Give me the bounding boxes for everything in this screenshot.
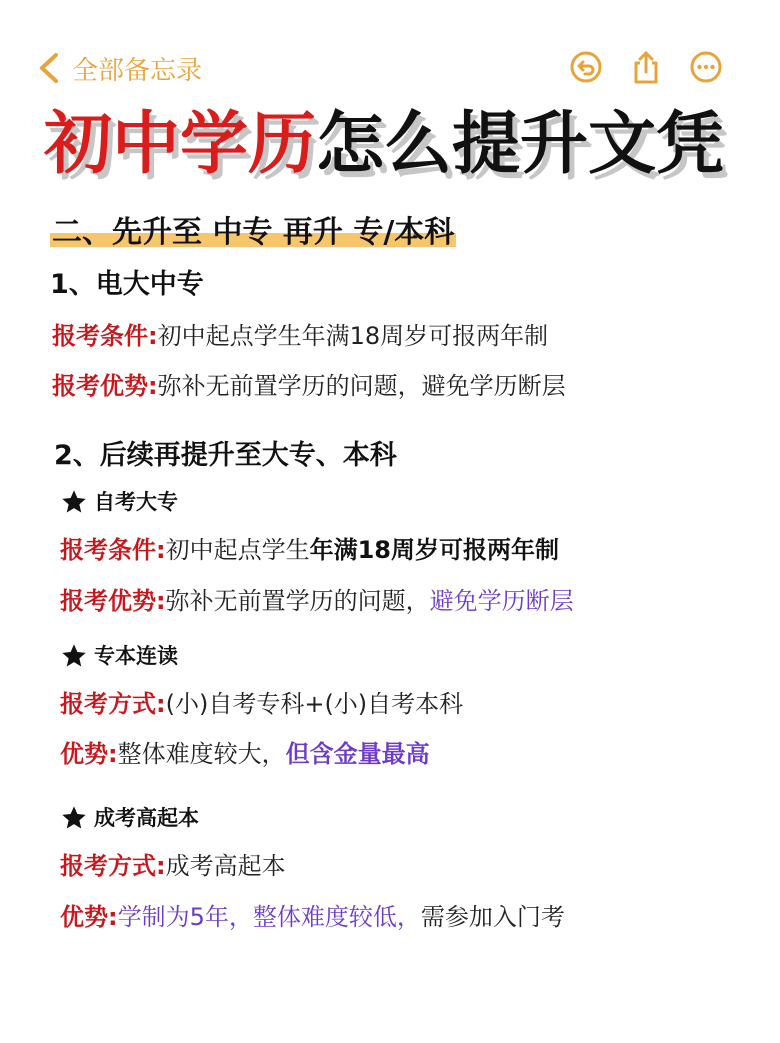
- back-button[interactable]: [36, 48, 202, 88]
- star-icon: [60, 488, 88, 516]
- page-title: [44, 100, 764, 190]
- zikao-condition-text-b: 年满18周岁可报两年制: [309, 536, 560, 564]
- chengkao-method: [60, 846, 286, 886]
- zikao-condition-label: 报考条件:: [60, 536, 166, 564]
- part1-advantage-text: 弥补无前置学历的问题，避免学历断层: [157, 372, 566, 400]
- zikao-title-row: [60, 482, 178, 522]
- chengkao-advantage: [60, 897, 565, 937]
- chengkao-method-text: 成考高起本: [165, 852, 286, 880]
- undo-icon: [569, 50, 603, 84]
- part1-advantage-label: 报考优势:: [52, 372, 158, 400]
- more-button[interactable]: [688, 48, 724, 86]
- zikao-advantage-label: 报考优势:: [60, 587, 166, 615]
- share-icon: [629, 50, 663, 84]
- zhuanben-advantage-text-a: 整体难度较大，: [117, 740, 286, 768]
- zhuanben-method-text: (小)自考专科+(小)自考本科: [165, 690, 464, 718]
- chevron-left-icon: [36, 51, 62, 85]
- chengkao-title-row: [60, 798, 199, 838]
- undo-button[interactable]: [568, 48, 604, 86]
- part1-condition: [52, 316, 548, 356]
- part1-heading: 1、电大中专: [50, 269, 204, 300]
- part1-condition-label: 报考条件:: [52, 322, 158, 350]
- chengkao-title: 成考高起本: [94, 806, 199, 830]
- part1-advantage: [52, 366, 566, 406]
- zhuanben-method: [60, 684, 463, 724]
- chengkao-advantage-text-a: 学制为5年，整体难度较低，: [117, 903, 421, 931]
- zhuanben-title: 专本连读: [94, 644, 178, 668]
- share-button[interactable]: [628, 48, 664, 86]
- zhuanben-advantage-text-b: 但含金量最高: [285, 740, 430, 768]
- zikao-condition-text-a: 初中起点学生: [165, 536, 310, 564]
- zhuanben-method-label: 报考方式:: [60, 690, 166, 718]
- more-icon: [689, 50, 723, 84]
- zikao-advantage-text-a: 弥补无前置学历的问题，: [165, 587, 430, 615]
- title-black-part: 怎么提升文凭: [316, 105, 725, 184]
- zikao-advantage: [60, 581, 574, 621]
- chengkao-advantage-label: 优势:: [60, 903, 118, 931]
- zhuanben-title-row: [60, 636, 178, 676]
- toolbar-icons: [568, 48, 724, 86]
- section-heading: [50, 210, 456, 256]
- star-icon: [60, 642, 88, 670]
- zikao-advantage-text-b: 避免学历断层: [429, 587, 574, 615]
- title-red-part: 初中学历: [44, 105, 317, 184]
- zhuanben-advantage-label: 优势:: [60, 740, 118, 768]
- section-heading-text: 二、先升至 中专 再升 专/本科: [52, 215, 455, 250]
- chengkao-method-label: 报考方式:: [60, 852, 166, 880]
- zikao-title: 自考大专: [94, 490, 178, 514]
- back-label: 全部备忘录: [72, 55, 203, 86]
- zikao-condition: [60, 530, 559, 570]
- chengkao-advantage-text-b: 需参加入门考: [420, 903, 565, 931]
- zhuanben-advantage: [60, 734, 430, 774]
- part1-condition-text: 初中起点学生年满18周岁可报两年制: [157, 322, 549, 350]
- star-icon: [60, 804, 88, 832]
- part2-heading: 2、后续再提升至大专、本科: [54, 440, 397, 471]
